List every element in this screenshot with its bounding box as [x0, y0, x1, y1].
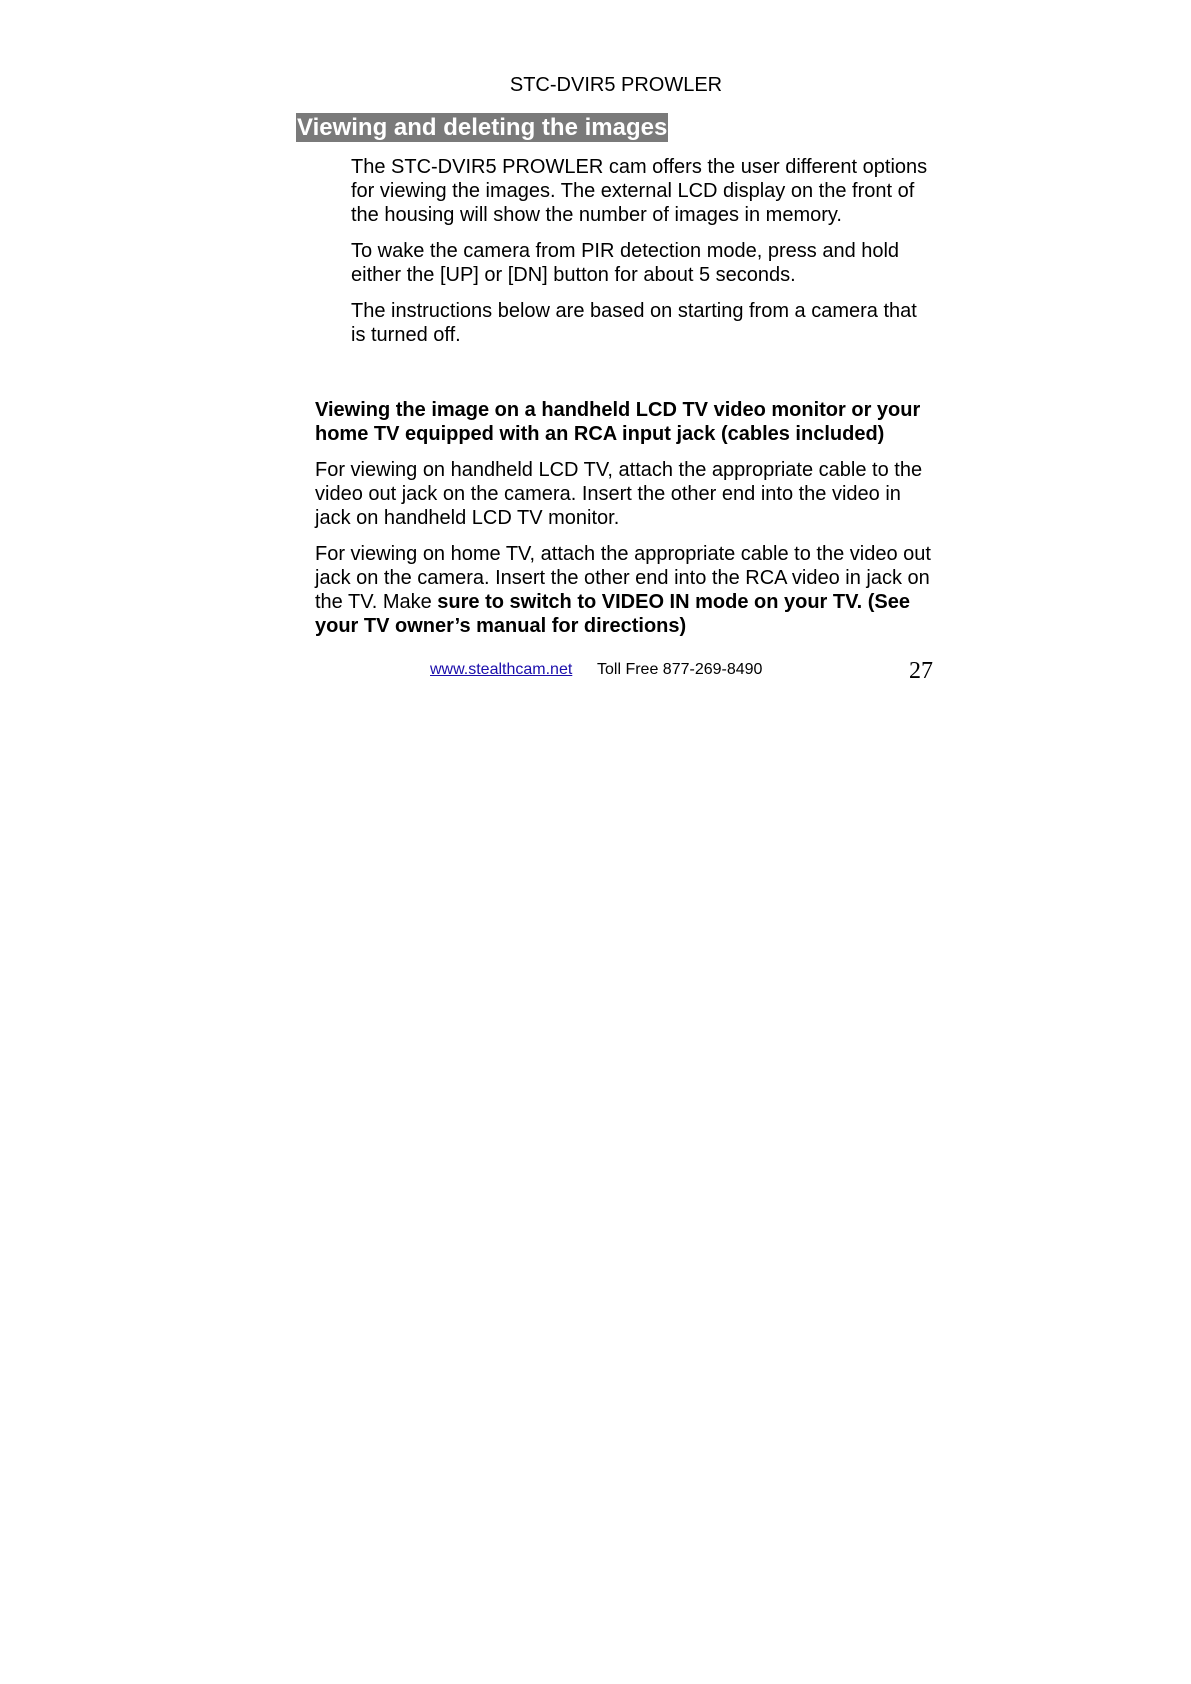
section-title: Viewing and deleting the images [297, 114, 668, 141]
website-link[interactable]: www.stealthcam.net [430, 661, 573, 678]
intro-paragraph: The STC-DVIR5 PROWLER cam offers the user different options for viewing the images. The external LCD display on the front of the housing will show the number of images in memory. [351, 156, 928, 226]
subsection-heading: Viewing the image on a handheld LCD TV video monitor or your home TV equipped with an RCA input jack (cables included) [315, 399, 921, 445]
intro-paragraph: The instructions below are based on starting from a camera that is turned off. [351, 300, 917, 346]
paragraph-text: For viewing on home TV, attach the appropriate cable to the video out jack on the camera. Insert the other end into the RCA video in jack on the TV. Make [315, 543, 931, 613]
page-number: 27 [909, 658, 933, 684]
intro-text [351, 155, 936, 359]
subsection-paragraph: For viewing on handheld LCD TV, attach the appropriate cable to the video out jack on the camera. Insert the other end into the video in jack on handheld LCD TV monitor. [315, 459, 923, 529]
page-footer [0, 658, 1191, 688]
emphasis-text: sure to switch to VIDEO IN mode on your TV. (See your TV owner’s manual for directions) [315, 591, 910, 637]
intro-paragraph: To wake the camera from PIR detection mode, press and hold either the [UP] or [DN] button for about 5 seconds. [351, 240, 900, 286]
page-header: STC-DVIR5 PROWLER [509, 74, 723, 96]
subsection [315, 398, 935, 650]
toll-free-number: Toll Free 877-269-8490 [597, 661, 763, 678]
subsection-paragraph [315, 542, 935, 638]
